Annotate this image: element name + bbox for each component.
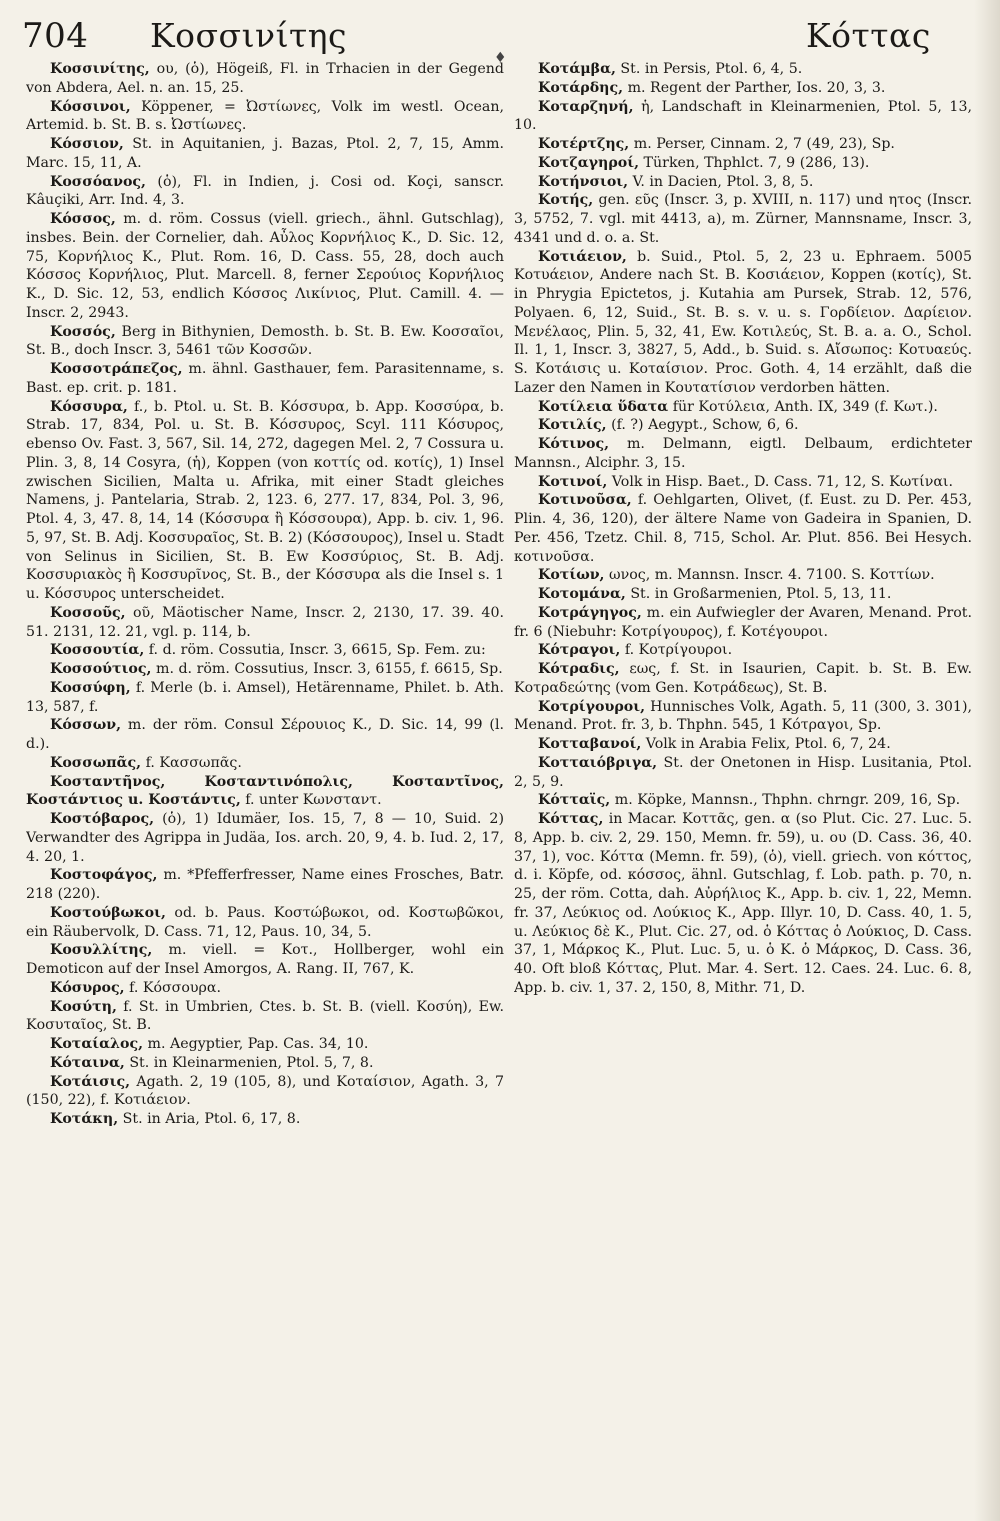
entry-headword: Κοτράγηγος,	[538, 604, 642, 621]
dictionary-entry	[26, 1110, 504, 1129]
dictionary-entry	[514, 173, 972, 192]
entry-headword: Κοτάισις,	[50, 1073, 131, 1090]
dictionary-entry	[26, 866, 504, 904]
entry-headword: Κοσυλλίτης,	[50, 942, 153, 959]
entry-headword: Κοσσοτράπεζος,	[50, 361, 183, 377]
dictionary-entry	[26, 1073, 504, 1111]
entry-text: m. d. röm. Cossutius, Inscr. 3, 6155, f. 6615, Sp.	[151, 661, 503, 677]
entry-headword: Κοσσινίτης,	[50, 61, 150, 77]
entry-text: f. Κοτρίγουροι.	[620, 642, 733, 659]
entry-text: b. Suid., Ptol. 5, 2, 23 u. Ephraem. 5005 Κοτυάειον, Andere nach St. B. Κοσιάειον, Koppen (κοτίς), St. in Phrygia Epictetos, j. Kutahia am Pursek, Strab. 12, 576, Polyaen. 6, 12, Suid., St. B. s. v. u. s. Γορδίειον. Δαρίειον. Μενέλαος, Plin. 5, 32, 41, Ew. Κοτιλεύς, St. B. a. a. O., Schol. Il. 1, 1, Inscr. 3, 3827, 5, Add., b. Suid. s. Αἴσωπος: Κοτυαεύς. S. Κοτάισις u. Κοταίσιον. Proc. Goth. 4, 14 erzählt, daß die Lazer den Namen in Κουτατίσιον verdorben hätten.	[514, 248, 972, 396]
entry-headword: Κότραγοι,	[538, 642, 621, 659]
entry-headword: Κοταρζηνή,	[538, 98, 634, 115]
entry-headword: Κοτομάνα,	[538, 586, 626, 602]
dictionary-entry	[514, 79, 972, 98]
dictionary-entry	[26, 135, 504, 173]
entry-headword: Κότταϊς,	[538, 792, 611, 809]
entry-text: f. unter Κωνσταντ.	[240, 792, 382, 809]
dictionary-entry	[514, 698, 972, 736]
entry-headword: Κοτρίγουροι,	[538, 698, 646, 715]
entry-text: Volk in Hisp. Baet., D. Cass. 71, 12, S. Κωτίναι.	[607, 473, 953, 490]
dictionary-entry	[26, 754, 504, 773]
dictionary-entry	[26, 773, 504, 811]
entry-headword: Κόσσινοι,	[50, 98, 131, 115]
entry-headword: Κοσσός,	[50, 323, 116, 340]
entry-headword: Κόσυρος,	[50, 979, 125, 996]
entry-text: f. Oehlgarten, Olivet, (f. Eust. zu D. Per. 453, Plin. 4, 36, 120), der ältere Name von Gadeira in Spanien, D. Per. 456, Tzetz. Chil. 8, 715, Schol. Ar. Plut. 856. Bei Hesych. κοτινοῦσα.	[514, 492, 972, 565]
entry-headword: Κοτάρδης,	[538, 79, 624, 96]
entry-headword: Κοτταιόβριγα,	[538, 754, 658, 771]
dictionary-entry	[514, 248, 972, 398]
entry-text: f. St. in Umbrien, Ctes. b. St. B. (viell. Κοσύη), Ew. Κοσυταῖος, St. B.	[26, 998, 504, 1034]
entry-text: V. in Dacien, Ptol. 3, 8, 5.	[628, 173, 814, 190]
entry-text: m. ähnl. Gasthauer, fem. Parasitenname, s. Bast. ep. crit. p. 181.	[26, 361, 504, 396]
dictionary-entry	[514, 735, 972, 754]
entry-headword: Κοτάκη,	[50, 1111, 119, 1127]
dictionary-entry	[26, 660, 504, 679]
entry-text: f. d. röm. Cossutia, Inscr. 3, 6615, Sp. Fem. zu:	[144, 642, 486, 659]
page-number: 704	[22, 16, 89, 56]
entry-headword: Κοτινοῦσα,	[538, 492, 632, 509]
dictionary-entry	[26, 210, 504, 323]
entry-headword: Κοστοφάγος,	[50, 867, 158, 884]
dictionary-entry	[26, 679, 504, 717]
entry-text: in Macar. Κοττᾶς, gen. α (so Plut. Cic. 27. Luc. 5. 8, App. b. civ. 2, 29. 150, Memn. fr. 59), u. ου (D. Cass. 36, 40. 37, 1), voc. Κόττα (Memn. fr. 59), (ὁ), viell. griech. von κόττος, d. i. Köpfe, od. κόσσος, ähnl. Gutschlag, f. Lob. path. p. 70, n. 25, der röm. Cotta, dah. Αὐρήλιος K., App. b. civ. 1, 22, Memn. fr. 37, Λεύκιος od. Λούκιος K., App. Illyr. 10, D. Cass. 40, 1. 5, u. Λεύκιος δὲ K., Plut. Cic. 27, od. ὁ Κόττας ὁ Λούκιος, D. Cass. 37, 1, Μάρκος K., Plut. Luc. 5, u. ὁ K. ὁ Μάρκος, D. Cass. 36, 40. Oft bloß Κόττας, Plut. Mar. 4. Sert. 12. Caes. 24. Luc. 6. 8, App. b. civ. 1, 37. 2, 150, 8, Mithr. 71, D.	[514, 811, 972, 996]
entry-text: Hunnisches Volk, Agath. 5, 11 (300, 3. 301), Menand. Prot. fr. 3, b. Thphn. 545, 1 Κότραγοι, Sp.	[514, 698, 972, 734]
entry-text: m. *Pfefferfresser, Name eines Frosches, Batr. 218 (220).	[26, 867, 504, 902]
entry-text: Volk in Arabia Felix, Ptol. 6, 7, 24.	[641, 736, 891, 752]
dictionary-entry	[26, 1054, 504, 1073]
entry-text: ου, (ὁ), Högeiß, Fl. in Trhacien in der Gegend von Abdera, Ael. n. an. 15, 25.	[26, 61, 504, 96]
entry-text: f., b. Ptol. u. St. B. Κόσσυρα, b. App. Κοσσύρα, b. Strab. 17, 834, Pol. u. St. B. Κόσσυρος, Scyl. 111 Κόσυρος, ebenso Ov. Fast. 3, 567, Sil. 14, 272, dagegen Mel. 2, 7 Cossura u. Plin. 3, 8, 14 Cosyra, (ἡ), Koppen (von κοττίς od. κοτίς), 1) Insel zwischen Sicilien, Malta u. Afrika, mit einer Stadt gleiches Namens, j. Pantelaria, Strab. 2, 123. 6, 277. 17, 834, Pol. 3, 96, Ptol. 4, 3, 47. 8, 14, 14 (Κόσσυρα ἢ Κόσσουρα), App. b. civ. 1, 96. 5, 97, St. B. Adj. Κοσσυραῖος, St. B. 2) (Κόσσουρος), Insel u. Stadt von Selinus in Sicilien, St. B. Ew Κοσσύριος, St. B. Adj. Κοσσυριακὸς ἢ Κοσσυρῖνος, St. B., der Κόσσυρα als die Insel s. 1 u. Κόσσυρος unterscheidet.	[26, 398, 504, 602]
dictionary-entry	[26, 60, 504, 98]
entry-headword: Κοσσοῦς,	[50, 604, 126, 621]
entry-headword: Κοτζαγηροί,	[538, 154, 640, 171]
dictionary-entry	[26, 641, 504, 660]
entry-text: Köppener, = Ὠστίωνες, Volk im westl. Ocean, Artemid. b. St. B. s. Ὠστίωνες.	[26, 98, 504, 134]
entry-headword: Κοτίλεια ὕδατα	[538, 398, 669, 415]
entry-text: οῦ, Mäotischer Name, Inscr. 2, 2130, 17. 39. 40. 51. 2131, 12. 21, vgl. p. 114, b.	[26, 604, 504, 640]
entry-headword: Κοτταβανοί,	[538, 736, 642, 752]
dictionary-entry	[514, 135, 972, 154]
entry-text: m. Regent der Parther, Ios. 20, 3, 3.	[623, 79, 886, 96]
entry-text: m. ein Aufwiegler der Avaren, Menand. Prot. fr. 6 (Niebuhr: Κοτρίγουρος), f. Κοτέγουροι.	[514, 604, 972, 640]
entry-headword: Κότινος,	[538, 436, 610, 452]
dictionary-entry	[26, 716, 504, 754]
entry-headword: Κοτιάειον,	[538, 248, 627, 265]
dictionary-entry	[514, 585, 972, 604]
dictionary-entry	[514, 154, 972, 173]
entry-text: m. Delmann, eigtl. Delbaum, erdichteter Mannsn., Alciphr. 3, 15.	[514, 436, 972, 471]
entry-headword: Κοταίαλος,	[50, 1036, 144, 1052]
dictionary-entry	[26, 810, 504, 866]
entry-text: St. der Onetonen in Hisp. Lusitania, Ptol. 2, 5, 9.	[514, 754, 972, 790]
dictionary-entry	[26, 398, 504, 604]
entry-headword: Κοτιλίς,	[538, 417, 607, 434]
dictionary-entry	[514, 416, 972, 435]
left-column	[26, 60, 504, 1515]
dictionary-entry	[514, 191, 972, 247]
entry-text: od. b. Paus. Κοστώβωκοι, od. Κοστωβῶκοι, ein Räubervolk, D. Cass. 71, 12, Paus. 10, 34, 5.	[26, 904, 504, 940]
entry-headword: Κοτίων,	[538, 567, 605, 584]
dictionary-entry	[26, 173, 504, 211]
entry-headword: Κοτήνσιοι,	[538, 173, 629, 190]
dictionary-entry	[514, 810, 972, 998]
ornament-mark: ♦	[494, 50, 507, 66]
dictionary-entry	[26, 979, 504, 998]
entry-headword: Κοστόβαρος,	[50, 811, 155, 827]
entry-headword: Κοσσωπᾶς,	[50, 754, 142, 771]
entry-text: Berg in Bithynien, Demosth. b. St. B. Ew. Κοσσαῖοι, St. B., doch Inscr. 3, 5461 τῶν Κοσσῶν.	[26, 323, 504, 359]
entry-text: gen. εῦς (Inscr. 3, p. XVIII, n. 117) und ητος (Inscr. 3, 5752, 7. vgl. mit 4413, a), m. Zürner, Mannsname, Inscr. 3, 4341 und d. o. a. St.	[514, 192, 972, 246]
dictionary-entry	[514, 398, 972, 417]
right-running-head: Κόττας	[806, 16, 931, 55]
entry-headword: Κοσταντῆνος, Κοσταντινόπολις, Κοσταντῖνος, Κοστάντιος u. Κοστάντις,	[26, 773, 504, 809]
dictionary-entry	[514, 660, 972, 698]
dictionary-entry	[514, 641, 972, 660]
page-edge	[974, 0, 1000, 1521]
left-running-head: Κοσσινίτης	[150, 16, 348, 55]
entry-text: St. in Aquitanien, j. Bazas, Ptol. 2, 7, 15, Amm. Marc. 15, 11, A.	[26, 136, 504, 171]
entry-text: m. der röm. Consul Σέρουιος K., D. Sic. 14, 99 (l. d.).	[26, 717, 504, 752]
entry-text: m. viell. = Κοτ., Hollberger, wohl ein Demoticon auf der Insel Amorgos, A. Rang. II, 767, K.	[26, 942, 504, 977]
dictionary-entry	[26, 998, 504, 1036]
entry-text: m. Perser, Cinnam. 2, 7 (49, 23), Sp.	[629, 136, 895, 152]
entry-headword: Κοσύτη,	[50, 998, 117, 1015]
entry-text: f. Κόσσουρα.	[124, 979, 221, 996]
entry-headword: Κόσσυρα,	[50, 398, 128, 415]
entry-headword: Κόσσων,	[50, 717, 122, 734]
entry-headword: Κοσσούτιος,	[50, 661, 152, 677]
entry-text: m. Köpke, Mannsn., Thphn. chrngr. 209, 16, Sp.	[610, 792, 961, 809]
dictionary-entry	[514, 60, 972, 79]
entry-headword: Κόσσος,	[50, 211, 116, 227]
entry-text: m. Aegyptier, Pap. Cas. 34, 10.	[143, 1036, 369, 1052]
dictionary-entry	[26, 904, 504, 942]
entry-text: für Κοτύλεια, Anth. IX, 349 (f. Κωτ.).	[668, 398, 938, 415]
entry-text: St. in Kleinarmenien, Ptol. 5, 7, 8.	[124, 1054, 374, 1071]
right-column	[514, 60, 972, 1515]
dictionary-entry	[514, 791, 972, 810]
dictionary-entry	[514, 98, 972, 136]
entry-text: ἡ, Landschaft in Kleinarmenien, Ptol. 5, 13, 10.	[514, 98, 972, 134]
entry-text: St. in Aria, Ptol. 6, 17, 8.	[118, 1111, 301, 1127]
entry-text: Agath. 2, 19 (105, 8), und Κοταίσιον, Agath. 3, 7 (150, 22), f. Κοτιάειον.	[26, 1073, 504, 1109]
entry-headword: Κοσσύφη,	[50, 679, 131, 696]
dictionary-entry	[514, 754, 972, 792]
entry-headword: Κοτινοί,	[538, 473, 608, 490]
entry-text: f. Merle (b. i. Amsel), Hetärenname, Philet. b. Ath. 13, 587, f.	[26, 679, 504, 715]
entry-headword: Κοσσόανος,	[50, 173, 146, 190]
dictionary-entry	[514, 491, 972, 566]
entry-text: ωνος, m. Mannsn. Inscr. 4. 7100. S. Κοττίων.	[604, 567, 935, 584]
entry-headword: Κότραδις,	[538, 661, 620, 677]
dictionary-entry	[26, 360, 504, 398]
entry-text: Türken, Thphlct. 7, 9 (286, 13).	[639, 154, 870, 171]
dictionary-entry	[26, 98, 504, 136]
entry-text: (ὁ), 1) Idumäer, Ios. 15, 7, 8 — 10, Suid. 2) Verwandter des Agrippa in Judäa, Ios. arch. 20, 9, 4. b. Iud. 2, 17, 4. 20, 1.	[26, 811, 504, 865]
entry-headword: Κοτέρτζης,	[538, 136, 630, 152]
entry-headword: Κόσσιον,	[50, 136, 124, 152]
entry-headword: Κοτής,	[538, 192, 594, 209]
entry-text: εως, f. St. in Isaurien, Capit. b. St. B. Ew. Κοτραδεώτης (vom Gen. Κοτράδεως), St. B.	[514, 661, 972, 696]
dictionary-entry	[514, 435, 972, 473]
dictionary-entry	[514, 604, 972, 642]
entry-text: St. in Persis, Ptol. 6, 4, 5.	[615, 61, 803, 77]
dictionary-entry	[26, 604, 504, 642]
dictionary-entry	[26, 941, 504, 979]
dictionary-entry	[26, 1035, 504, 1054]
entry-headword: Κοσσουτία,	[50, 642, 145, 659]
entry-text: m. d. röm. Cossus (viell. griech., ähnl. Gutschlag), insbes. Bein. der Cornelier, dah. Αὖλος Κορνήλιος K., D. Sic. 12, 75, Κορνήλιος K., Plut. Rom. 16, D. Cass. 55, 28, doch auch Κόσσος Κορνήλιος, Plut. Marcell. 8, ferner Σερούιος Κορνήλιος K., D. Sic. 12, 53, endlich Κόσσος Λικίνιος, Plut. Camill. 4. — Inscr. 2, 2943.	[26, 211, 504, 321]
dictionary-entry	[26, 323, 504, 361]
entry-text: (ὁ), Fl. in Indien, j. Cosi od. Koçi, sanscr. Kâuçiki, Arr. Ind. 4, 3.	[26, 173, 504, 209]
entry-headword: Κοτάμβα,	[538, 61, 616, 77]
entry-headword: Κόττας,	[538, 811, 604, 827]
entry-text: St. in Großarmenien, Ptol. 5, 13, 11.	[625, 586, 892, 602]
entry-headword: Κόταινα,	[50, 1054, 125, 1071]
entry-text: (f. ?) Aegypt., Schow, 6, 6.	[606, 417, 799, 434]
dictionary-entry	[514, 566, 972, 585]
dictionary-entry	[514, 473, 972, 492]
entry-text: f. Κασσωπᾶς.	[141, 754, 242, 771]
entry-headword: Κοστούβωκοι,	[50, 904, 166, 921]
